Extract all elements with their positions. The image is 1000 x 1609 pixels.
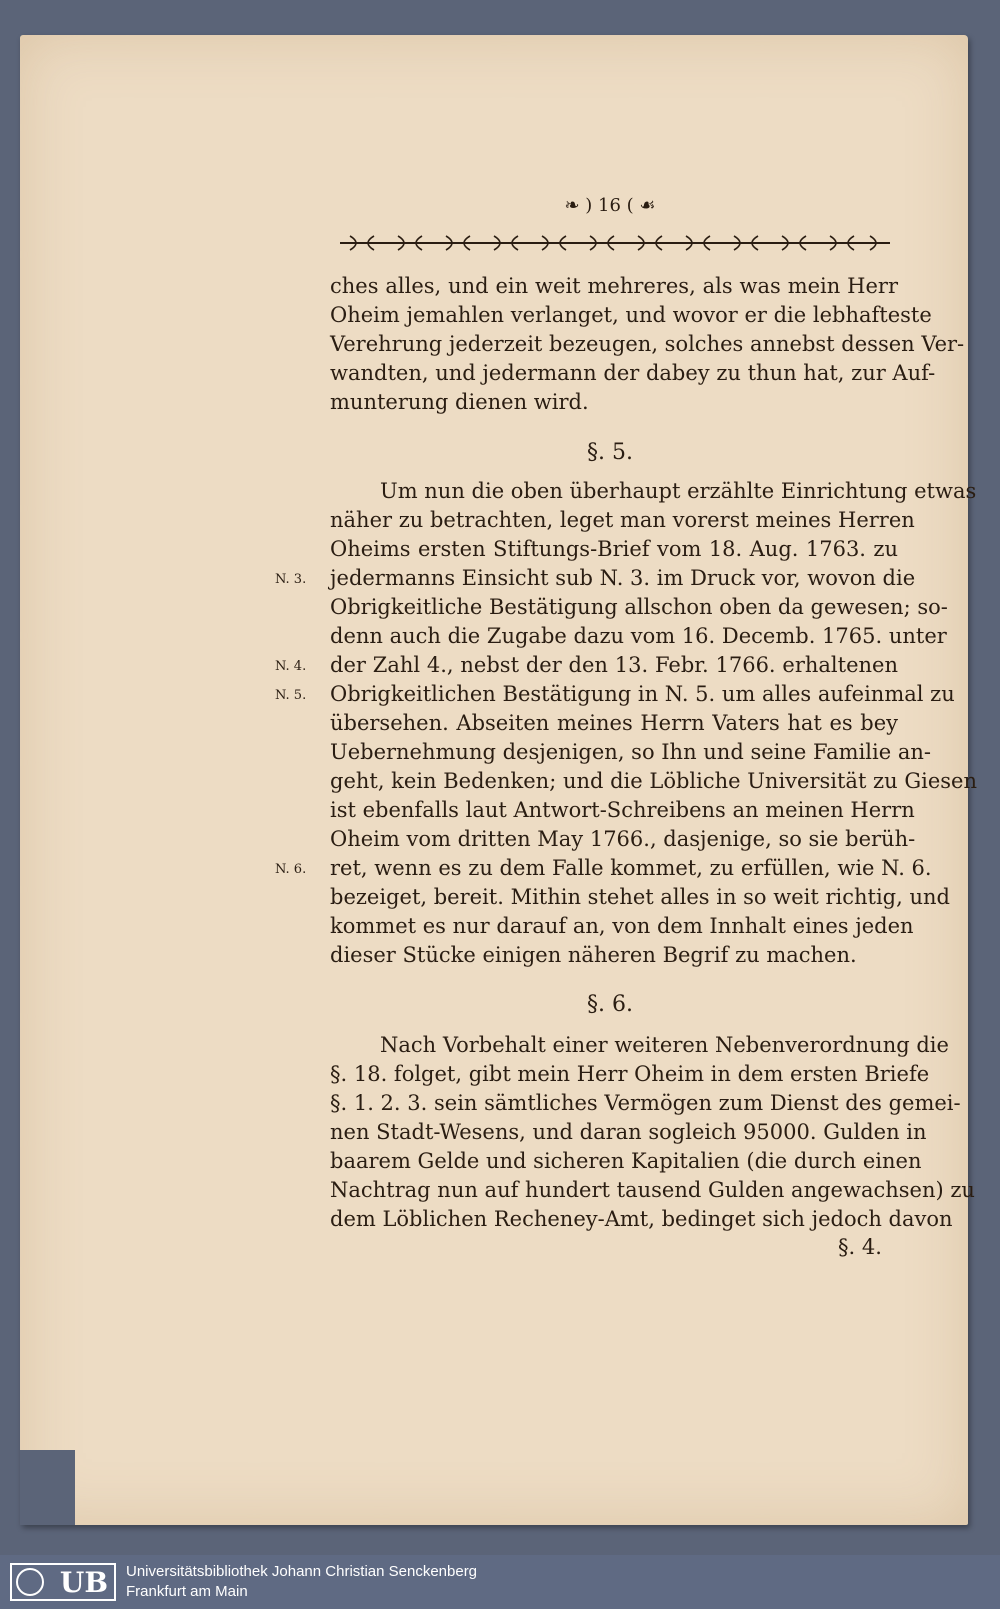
margin-note: N. 3. bbox=[275, 572, 307, 587]
text-line: Obrigkeitliche Bestätigung allschon oben da gewesen; so- bbox=[330, 595, 948, 619]
text-line: dieser Stücke einigen näheren Begrif zu machen. bbox=[330, 943, 857, 967]
page-corner-cut bbox=[20, 1450, 75, 1525]
text-line: kommet es nur darauf an, von dem Innhalt eines jeden bbox=[330, 914, 914, 938]
text-line: jedermanns Einsicht sub N. 3. im Druck vor, wovon die bbox=[330, 566, 916, 590]
text-line: §. 1. 2. 3. sein sämtliches Vermögen zum Dienst des gemei- bbox=[330, 1091, 961, 1115]
text-line: denn auch die Zugabe dazu vom 16. Decemb. 1765. unter bbox=[330, 624, 947, 648]
header-flourish-left-icon: ❧ bbox=[564, 195, 580, 216]
text-line: ist ebenfalls laut Antwort-Schreibens an meinen Herrn bbox=[330, 798, 915, 822]
text-line: dem Löblichen Recheney-Amt, bedinget sich jedoch davon bbox=[330, 1207, 953, 1231]
text-line: Verehrung jederzeit bezeugen, solches annebst dessen Ver- bbox=[330, 332, 965, 356]
library-logo[interactable] bbox=[10, 1563, 116, 1601]
margin-note: N. 4. bbox=[275, 659, 307, 674]
library-footer bbox=[0, 1555, 1000, 1609]
margin-note: N. 5. bbox=[275, 688, 307, 703]
text-line: Oheim jemahlen verlanget, und wovor er die lebhafteste bbox=[330, 303, 932, 327]
text-line: wandten, und jedermann der dabey zu thun hat, zur Auf- bbox=[330, 361, 936, 385]
text-line: Nach Vorbehalt einer weiteren Nebenverordnung die bbox=[380, 1033, 949, 1057]
library-name-line1: Universitätsbibliothek Johann Christian Senckenberg bbox=[126, 1563, 478, 1580]
text-line: Um nun die oben überhaupt erzählte Einrichtung etwas bbox=[380, 479, 977, 503]
ornament-border bbox=[340, 232, 890, 254]
section-heading: §. 6. bbox=[587, 992, 633, 1017]
portrait-seal-icon bbox=[16, 1568, 44, 1596]
text-line: übersehen. Abseiten meines Herrn Vaters hat es bey bbox=[330, 711, 898, 735]
catchword: §. 4. bbox=[838, 1235, 882, 1259]
text-line: Uebernehmung desjenigen, so Ihn und seine Familie an- bbox=[330, 740, 931, 764]
text-line: ret, wenn es zu dem Falle kommet, zu erfüllen, wie N. 6. bbox=[330, 856, 932, 880]
text-line: geht, kein Bedenken; und die Löbliche Universität zu Giesen bbox=[330, 769, 977, 793]
text-line: baarem Gelde und sicheren Kapitalien (die durch einen bbox=[330, 1149, 922, 1173]
margin-note: N. 6. bbox=[275, 862, 307, 877]
text-line: Oheims ersten Stiftungs-Brief vom 18. Aug. 1763. zu bbox=[330, 537, 898, 561]
text-line: Oheim vom dritten May 1766., dasjenige, so sie berüh- bbox=[330, 827, 916, 851]
section-heading: §. 5. bbox=[587, 440, 633, 465]
text-line: der Zahl 4., nebst der den 13. Febr. 1766. erhaltenen bbox=[330, 653, 898, 677]
text-line: Nachtrag nun auf hundert tausend Gulden angewachsen) zu bbox=[330, 1178, 975, 1202]
text-line: ches alles, und ein weit mehreres, als was mein Herr bbox=[330, 274, 898, 298]
header-flourish-right-icon: ☙ bbox=[639, 195, 656, 216]
text-line: näher zu betrachten, leget man vorerst meines Herren bbox=[330, 508, 915, 532]
text-line: bezeiget, bereit. Mithin stehet alles in so weit richtig, und bbox=[330, 885, 950, 909]
text-line: nen Stadt-Wesens, und daran sogleich 95000. Gulden in bbox=[330, 1120, 927, 1144]
page-header bbox=[540, 195, 680, 216]
library-name-line2: Frankfurt am Main bbox=[126, 1583, 248, 1600]
text-line: §. 18. folget, gibt mein Herr Oheim in dem ersten Briefe bbox=[330, 1062, 930, 1086]
logo-text: UB bbox=[59, 1565, 108, 1599]
page-number: ) 16 ( bbox=[585, 195, 634, 216]
library-name bbox=[126, 1562, 477, 1602]
text-line: Obrigkeitlichen Bestätigung in N. 5. um alles aufeinmal zu bbox=[330, 682, 955, 706]
text-line: munterung dienen wird. bbox=[330, 390, 589, 414]
